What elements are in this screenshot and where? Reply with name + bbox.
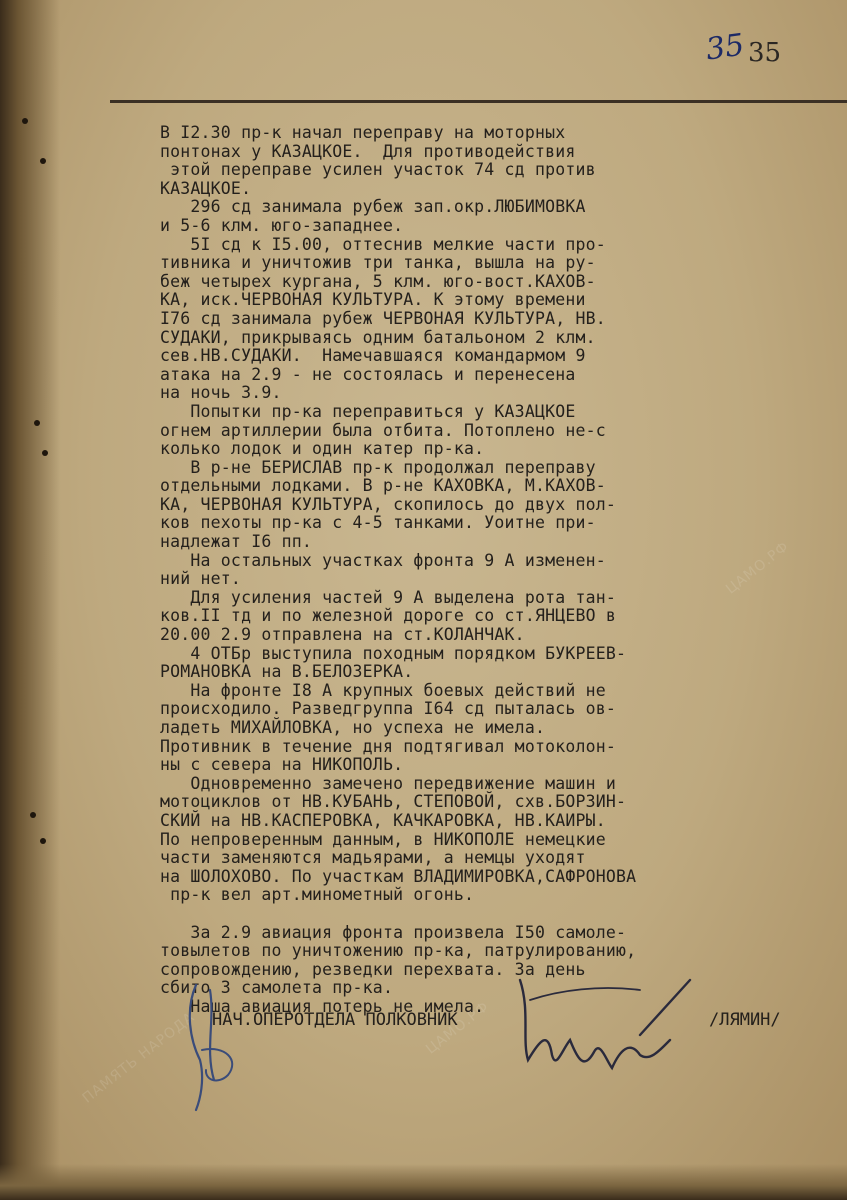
body-line: КАЗАЦКОЕ. [160, 178, 252, 198]
body-line: РОМАНОВКА на В.БЕЛОЗЕРКА. [160, 662, 414, 682]
body-line: В I2.30 пр-к начал переправу на моторных [160, 123, 566, 142]
body-line: беж четырех кургана, 5 клм. юго-вост.КАХОВ- [160, 271, 596, 291]
body-line: КА, иск.ЧЕРВОНАЯ КУЛЬТУРА. К этому времени [160, 290, 586, 310]
handwritten-page-number: 35 [703, 27, 747, 68]
binding-hole [40, 838, 46, 844]
body-line: ний нет. [160, 569, 242, 589]
body-line: сев.НВ.СУДАКИ. Намечавшаяся командармом 9 [160, 346, 586, 366]
watermark-text: ЦАМО.РФ [723, 538, 793, 598]
body-line: происходило. Разведгруппа I64 сд пыталась ов- [160, 699, 617, 719]
binding-hole [30, 812, 36, 818]
binding-hole [40, 158, 46, 164]
body-line [160, 905, 800, 924]
body-line: на ШОЛОХОВО. По участкам ВЛАДИМИРОВКА,САФРОНОВА [160, 866, 637, 886]
body-line: части заменяются мадьярами, а немцы уходят [160, 848, 586, 868]
watermark-text: ПАМЯТЬ НАРОДА [79, 1009, 198, 1107]
body-line: На остальных участках фронта 9 А изменен- [160, 550, 606, 570]
body-line: В р-не БЕРИСЛАВ пр-к продолжал переправу [160, 457, 596, 477]
body-line: этой переправе усилен участок 74 сд против [160, 160, 596, 180]
body-line: СУДАКИ, прикрываясь одним батальоном 2 клм. [160, 327, 596, 347]
body-line: 5I сд к I5.00, оттеснив мелкие части про- [160, 234, 606, 254]
body-line: тивника и уничтожив три танка, вышла на ру- [160, 253, 596, 273]
body-line: ладеть МИХАЙЛОВКА, но успеха не имела. [160, 718, 546, 737]
report-body [160, 124, 800, 1017]
body-line: сбито 3 самолета пр-ка. [160, 978, 394, 998]
body-line: 20.00 2.9 отправлена на ст.КОЛАНЧАК. [160, 625, 525, 645]
scan-bottom-edge [0, 1164, 847, 1200]
signatory-title: НАЧ.ОПЕРОТДЕЛА ПОЛКОВНИК [212, 1010, 458, 1030]
body-line: товылетов по уничтожению пр-ка, патрулированию, [160, 941, 637, 961]
body-line: ков пехоты пр-ка с 4-5 танками. Уоитне при- [160, 513, 596, 533]
body-line: Одновременно замечено передвижение машин и [160, 773, 617, 793]
body-line: понтонах у КАЗАЦКОЕ. Для противодействия [160, 141, 576, 161]
header-rule [110, 100, 847, 103]
signatory-name: /ЛЯМИН/ [709, 1010, 781, 1030]
body-line: пр-к вел арт.минометный огонь. [160, 885, 475, 905]
body-line: ков.II тд и по железной дороге со ст.ЯНЦЕВО в [160, 606, 617, 626]
binding-hole [34, 420, 40, 426]
body-line: СКИЙ на НВ.КАСПЕРОВКА, КАЧКАРОВКА, НВ.КАИРЫ. [160, 810, 606, 830]
body-line: Попытки пр-ка переправиться у КАЗАЦКОЕ [160, 401, 576, 421]
body-line: По непроверенным данным, в НИКОПОЛЕ немецкие [160, 829, 606, 849]
body-line: Для усиления частей 9 А выделена рота тан- [160, 587, 617, 607]
body-line: Наша авиация потерь не имела. [160, 996, 485, 1016]
body-line: отдельными лодками. В р-не КАХОВКА, М.КАХОВ- [160, 476, 606, 496]
body-line: и 5-6 клм. юго-западнее. [160, 215, 404, 235]
body-line: на ночь 3.9. [160, 383, 282, 403]
body-line: 4 ОТБр выступила походным порядком БУКРЕЕВ- [160, 643, 627, 663]
body-line: сопровождению, резведки перехвата. За день [160, 959, 586, 979]
binding-hole [22, 118, 28, 124]
body-line: атака на 2.9 - не состоялась и перенесена [160, 364, 576, 384]
body-line: КА, ЧЕРВОНАЯ КУЛЬТУРА, скопилось до двух пол- [160, 494, 617, 514]
binding-hole [42, 450, 48, 456]
body-line: На фронте I8 А крупных боевых действий не [160, 680, 606, 700]
body-line: За 2.9 авиация фронта произвела I50 самоле- [160, 922, 627, 942]
body-line: надлежат I6 пп. [160, 532, 313, 552]
body-line: мотоциклов от НВ.КУБАНЬ, СТЕПОВОЙ, схв.БОРЗИН- [160, 792, 627, 812]
body-line: I76 сд занимала рубеж ЧЕРВОНАЯ КУЛЬТУРА, НВ. [160, 308, 606, 328]
signature-block [212, 1010, 812, 1070]
scan-left-edge [0, 0, 60, 1200]
stamped-page-number: 35 [748, 38, 782, 68]
body-line: ны с севера на НИКОПОЛЬ. [160, 755, 404, 775]
body-line: 296 сд занимала рубеж зап.окр.ЛЮБИМОВКА [160, 197, 586, 217]
body-line: Противник в течение дня подтягивал мотоколон- [160, 736, 617, 756]
watermark-text: ЦАМО.РФ [423, 998, 493, 1058]
body-line: огнем артиллерии была отбита. Потоплено не-с [160, 420, 606, 440]
body-line: колько лодок и один катер пр-ка. [160, 439, 485, 459]
